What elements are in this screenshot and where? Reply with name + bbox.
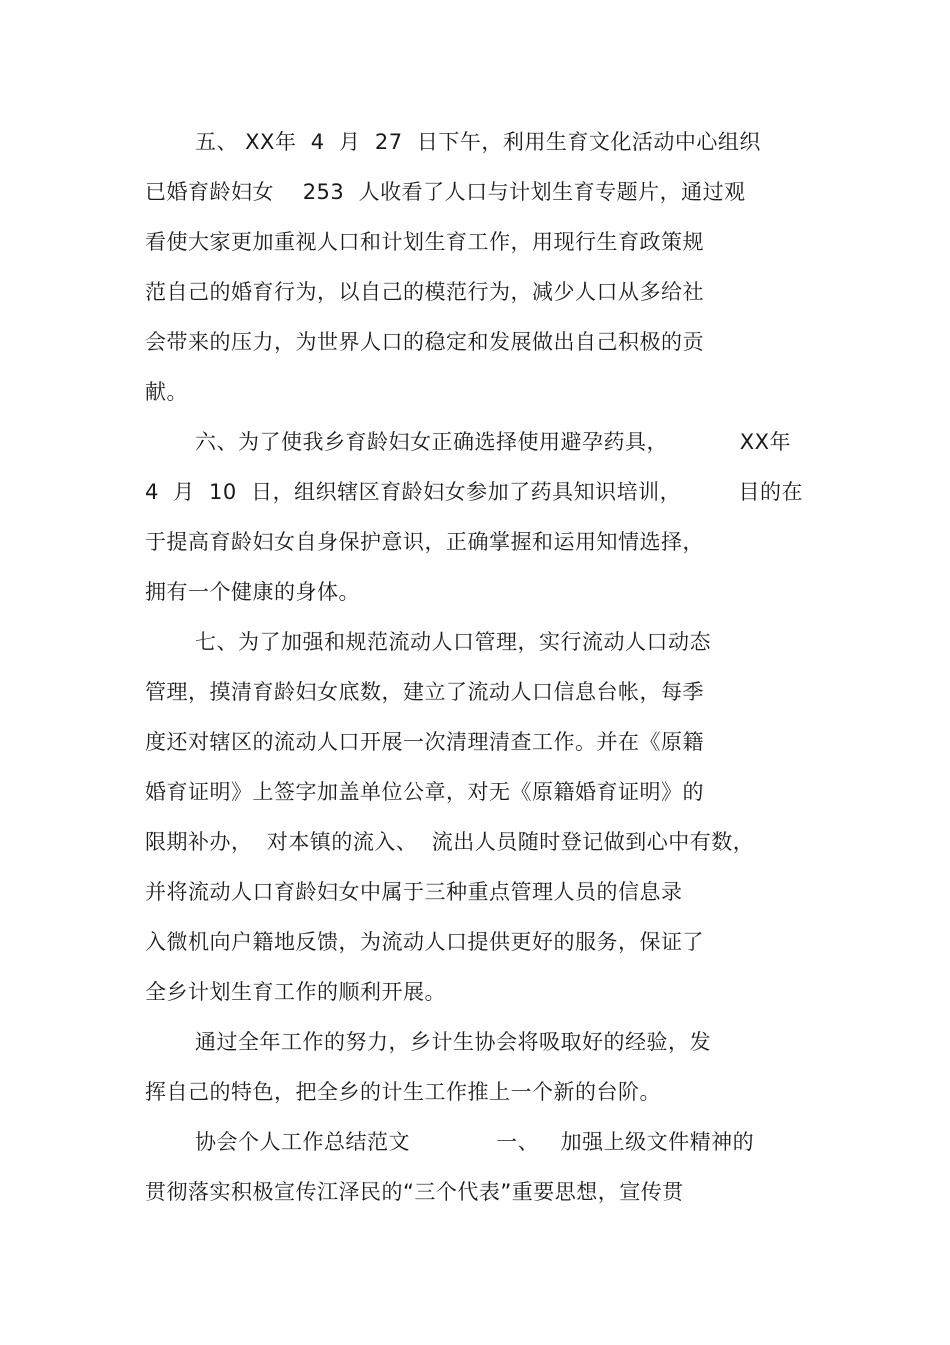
text-line: 4 月 10 日，组织辖区育龄妇女参加了药具知识培训， 目的在 xyxy=(145,480,804,504)
text-line: 看使大家更加重视人口和计划生育工作，用现行生育政策规 xyxy=(145,230,704,254)
text-line: 已婚育龄妇女 253 人收看了人口与计划生育专题片，通过观 xyxy=(145,180,746,204)
text-line: 七、为了加强和规范流动人口管理，实行流动人口动态 xyxy=(195,630,711,654)
text-line: 通过全年工作的努力，乡计生协会将吸取好的经验，发 xyxy=(195,1030,711,1054)
text-line: 入微机向户籍地反馈，为流动人口提供更好的服务，保证了 xyxy=(145,930,704,954)
text-line: 贯彻落实积极宣传江泽民的“三个代表”重要思想，宣传贯 xyxy=(145,1180,684,1204)
text-line: 婚育证明》上签字加盖单位公章，对无《原籍婚育证明》的 xyxy=(145,780,704,804)
text-line: 五、 XX年 4 月 27 日下午，利用生育文化活动中心组织 xyxy=(195,130,761,154)
text-line: 管理，摸清育龄妇女底数，建立了流动人口信息台帐，每季 xyxy=(145,680,704,704)
text-line: 六、为了使我乡育龄妇女正确选择使用避孕药具， XX年 xyxy=(195,430,792,454)
text-line: 拥有一个健康的身体。 xyxy=(145,580,360,604)
text-line: 范自己的婚育行为，以自己的模范行为，减少人口从多给社 xyxy=(145,280,704,304)
text-line: 并将流动人口育龄妇女中属于三种重点管理人员的信息录 xyxy=(145,880,683,904)
text-line: 于提高育龄妇女自身保护意识，正确掌握和运用知情选择， xyxy=(145,530,704,554)
text-line: 限期补办， 对本镇的流入、 流出人员随时登记做到心中有数， xyxy=(145,830,755,854)
text-line: 全乡计划生育工作的顺利开展。 xyxy=(145,980,446,1004)
text-line: 挥自己的特色，把全乡的计生工作推上一个新的台阶。 xyxy=(145,1080,661,1104)
text-line: 协会个人工作总结范文 一、 加强上级文件精神的 xyxy=(195,1130,755,1154)
text-line: 会带来的压力，为世界人口的稳定和发展做出自己积极的贡 xyxy=(145,330,704,354)
text-line: 度还对辖区的流动人口开展一次清理清查工作。并在《原籍 xyxy=(145,730,704,754)
text-line: 献。 xyxy=(145,380,188,404)
